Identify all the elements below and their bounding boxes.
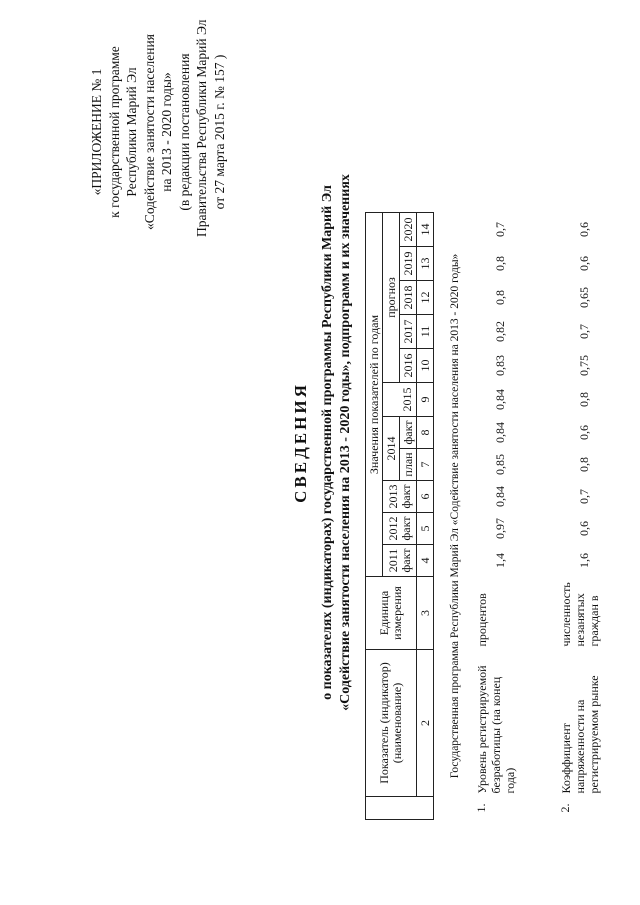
document-subtitle: о показателях (индикаторах) государственной программы Республики Марий Эл: [320, 185, 335, 700]
colnum: 3: [417, 577, 434, 650]
value-cell: 0,6: [577, 425, 591, 440]
header-year: 2014: [383, 417, 400, 481]
header-forecast: прогноз: [383, 213, 400, 383]
header-year: 2016: [400, 349, 417, 383]
appendix-line: Правительства Республики Марий Эл: [194, 19, 209, 237]
header-year: 2018: [400, 281, 417, 315]
colnum: 10: [417, 349, 434, 383]
colnum: 2: [417, 650, 434, 797]
indicator-unit: процентов: [475, 593, 489, 647]
value-cell: 0,8: [577, 457, 591, 472]
value-cell: 0,7: [577, 489, 591, 504]
header-year: 2015: [400, 383, 417, 417]
colnum: 7: [417, 449, 434, 481]
colnum: 5: [417, 513, 434, 545]
value-cell: 0,97: [493, 518, 507, 539]
header-year: [383, 383, 400, 417]
indicator-name: Коэффициент напряженности на регистрируемом рынке: [559, 675, 601, 794]
program-group-label: Государственная программа Республики Марий Эл «Содействие занятости населения на 2013 - 2020 годы»: [448, 253, 461, 779]
value-cell: 0,8: [493, 290, 507, 305]
colnum: 8: [417, 417, 434, 449]
appendix-line: «Содействие занятости населения: [141, 34, 157, 230]
document-subtitle: «Содействие занятости населения на 2013 - 2020 годы», подпрограмм и их значениях: [338, 174, 353, 711]
value-cell: 0,84: [493, 422, 507, 443]
colnum: 14: [417, 213, 434, 247]
header-number: [366, 797, 434, 820]
colnum: 13: [417, 247, 434, 281]
appendix-line: Республики Марий Эл: [124, 67, 139, 197]
value-cell: 0,6: [577, 521, 591, 536]
row-number: 1.: [474, 803, 488, 813]
header-fact: факт: [400, 417, 417, 449]
value-cell: 0,8: [493, 256, 507, 271]
indicators-table-wrap: [365, 0, 635, 820]
value-cell: 1,4: [493, 553, 507, 568]
value-cell: 1,6: [577, 553, 591, 568]
header-unit: Единица измерения: [366, 577, 417, 650]
header-year: 2017: [400, 315, 417, 349]
header-year: 2012 факт: [383, 513, 417, 545]
value-cell: 0,65: [577, 287, 591, 308]
colnum: 4: [417, 545, 434, 577]
value-cell: 0,6: [577, 256, 591, 271]
header-year: 2013 факт: [383, 481, 417, 513]
value-cell: 0,82: [493, 321, 507, 342]
appendix-line: к государственной программе: [106, 46, 122, 218]
value-cell: 0,84: [493, 486, 507, 507]
colnum: 9: [417, 383, 434, 417]
value-cell: 0,8: [577, 392, 591, 407]
header-year: 2020: [400, 213, 417, 247]
colnum: 12: [417, 281, 434, 315]
appendix-title: «ПРИЛОЖЕНИЕ № 1: [89, 68, 104, 196]
colnum: 6: [417, 481, 434, 513]
colnum: 11: [417, 315, 434, 349]
value-cell: 0,85: [493, 454, 507, 475]
row-number: 2.: [558, 803, 572, 813]
appendix-line: от 27 марта 2015 г. № 157 ): [211, 54, 227, 210]
appendix-line: (в редакции постановления: [176, 53, 192, 211]
indicator-name: Уровень регистрируемой безработицы (на конец года): [475, 665, 517, 794]
value-cell: 0,83: [493, 355, 507, 376]
value-cell: 0,6: [577, 222, 591, 237]
header-values: Значения показателей по годам: [366, 213, 383, 577]
value-cell: 0,84: [493, 389, 507, 410]
value-cell: 0,75: [577, 355, 591, 376]
appendix-block: [88, 19, 228, 237]
indicators-table: [365, 212, 635, 820]
document-title: СВЕДЕНИЯ: [291, 382, 310, 503]
header-plan: план: [400, 449, 417, 481]
appendix-line: на 2013 - 2020 годы»: [159, 72, 174, 192]
header-indicator: Показатель (индикатор) (наименование): [366, 650, 417, 797]
value-cell: 0,7: [493, 222, 507, 237]
header-year: 2011 факт: [383, 545, 417, 577]
value-cell: 0,7: [577, 324, 591, 339]
header-year: 2019: [400, 247, 417, 281]
indicator-unit: численность незанятых граждан в: [559, 582, 601, 647]
